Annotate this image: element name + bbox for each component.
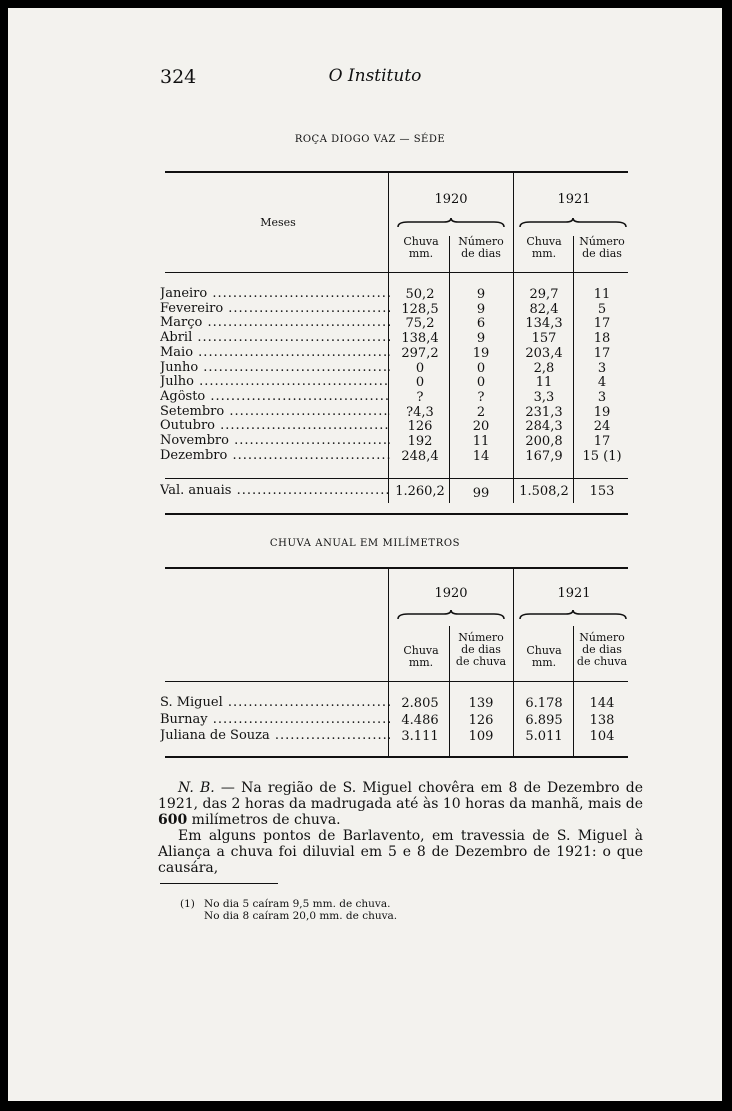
table2-brace-1921	[518, 609, 628, 623]
month-label: Julho .....	[160, 375, 390, 388]
rain-1920: 75,2	[405, 316, 435, 332]
rain-1921: 6.178	[525, 696, 563, 711]
table2-col-divider	[449, 626, 450, 757]
rain-1921: 2,8	[533, 360, 555, 376]
days-1920: 109	[468, 729, 494, 744]
month-label: Agôsto .....	[160, 390, 390, 403]
total-days-1920: 99	[472, 486, 490, 501]
month-label: Junho .....	[160, 361, 390, 374]
total-days-1921: 153	[589, 484, 615, 499]
dias-label: Número	[579, 235, 625, 248]
chuva-label: Chuva	[403, 235, 439, 248]
rain-1921: 203,4	[525, 345, 563, 361]
days-1921: 4	[597, 375, 607, 391]
rain-1920: 4.486	[401, 712, 439, 728]
rain-1921: 200,8	[525, 434, 563, 449]
nb-paragraph	[158, 780, 643, 828]
rain-1920: 3.111	[401, 729, 439, 744]
table1-chuva-header-1920	[394, 236, 448, 260]
rain-1921: 5.011	[525, 729, 563, 744]
rain-1920: 126	[407, 419, 433, 435]
footnote-line-2: No dia 8 caíram 20,0 mm. de chuva.	[204, 910, 398, 922]
dias-label: Número	[458, 235, 504, 248]
rain-1921: 3,3	[533, 389, 555, 405]
rain-1920: 248,4	[401, 448, 439, 464]
table2-header-rule	[165, 681, 628, 682]
days-1920: 14	[472, 448, 490, 464]
location-label: S. Miguel .....	[160, 696, 390, 709]
days-1921: 17	[593, 316, 611, 332]
rain-1920: 192	[407, 434, 433, 449]
days-1921: 19	[593, 404, 611, 420]
rain-1921: 231,3	[525, 404, 563, 420]
table1-bottom-rule	[165, 513, 628, 515]
table1-title: ROÇA DIOGO VAZ — SÉDE	[294, 134, 446, 145]
chuva-unit: mm.	[408, 247, 434, 260]
days-1921: 17	[593, 434, 611, 449]
days-1920: 9	[476, 287, 486, 302]
days-1920: 20	[472, 419, 490, 435]
footnote-marker: (1)	[180, 898, 195, 910]
total-rain-1921: 1.508,2	[519, 484, 569, 499]
month-label: Dezembro .....	[160, 449, 390, 462]
chuva-label: Chuva	[526, 644, 562, 657]
rain-1920: ?4,3	[406, 404, 434, 420]
rain-1921: 134,3	[525, 316, 563, 332]
rain-1920: 138,4	[401, 331, 439, 347]
nb-label: N. B.	[178, 780, 215, 796]
dias-unit: de dias	[461, 643, 501, 656]
location-label: Juliana de Souza .....	[160, 729, 390, 742]
table2-dias-header-1920	[452, 632, 510, 668]
table2-chuva-header-1921	[516, 645, 572, 669]
table1-totals-rule	[165, 478, 628, 479]
days-1921: 3	[597, 389, 607, 405]
dias-label: Número	[458, 631, 504, 644]
dias-unit-2: de chuva	[455, 655, 507, 668]
days-1921: 104	[589, 729, 615, 744]
days-1920: 11	[472, 434, 490, 449]
table2-year-1921: 1921	[557, 586, 591, 601]
rain-1921: 157	[531, 331, 557, 347]
rain-1920: 297,2	[401, 345, 439, 361]
footnote-rule	[160, 883, 278, 884]
days-1920: ?	[477, 389, 485, 405]
table1-meses-header: Meses	[260, 216, 296, 229]
table1-header-rule	[165, 272, 628, 273]
rain-1921: 29,7	[529, 287, 559, 302]
rain-1920: 50,2	[405, 287, 435, 302]
nb-bold-number: 600	[158, 812, 188, 828]
month-label: Abril .....	[160, 331, 390, 344]
dias-unit: de dias	[582, 247, 622, 260]
chuva-label: Chuva	[403, 644, 439, 657]
days-1920: 19	[472, 345, 490, 361]
rain-1921: 11	[535, 375, 553, 391]
days-1920: 0	[476, 375, 486, 391]
days-1921: 144	[589, 696, 615, 711]
body-paragraph: Em alguns pontos de Barlavento, em travessia de S. Miguel à Aliança a chuva foi diluvial em 5 e 8 de Dezembro de 1921: o que causára,	[158, 828, 643, 876]
month-label: Fevereiro .....	[160, 302, 390, 315]
page-number: 324	[160, 66, 197, 88]
chuva-label: Chuva	[526, 235, 562, 248]
table1-brace-1920	[396, 217, 506, 231]
table2-brace-1920	[396, 609, 506, 623]
book-page	[8, 8, 722, 1101]
nb-text-b: milímetros de chuva.	[187, 812, 341, 828]
days-1920: 126	[468, 712, 494, 728]
table1-chuva-header-1921	[516, 236, 572, 260]
table1-brace-1921	[518, 217, 628, 231]
dias-unit: de dias	[461, 247, 501, 260]
days-1921: 24	[593, 419, 611, 435]
month-label: Março .....	[160, 316, 390, 329]
days-1920: 2	[476, 404, 486, 420]
table2-col-divider	[513, 569, 514, 757]
month-label: Outubro .....	[160, 419, 390, 432]
table2-top-rule	[165, 567, 628, 569]
days-1920: 9	[476, 301, 486, 317]
rain-1920: 0	[415, 360, 425, 376]
days-1921: 5	[597, 301, 607, 317]
running-title: O Instituto	[328, 66, 422, 86]
table1-year-1920: 1920	[434, 192, 468, 207]
table1-dias-header-1920	[452, 236, 510, 260]
location-label: Burnay .....	[160, 713, 390, 726]
days-1920: 0	[476, 360, 486, 376]
table1-top-rule	[165, 171, 628, 173]
table2-year-1920: 1920	[434, 586, 468, 601]
total-rain-1920: 1.260,2	[395, 484, 445, 499]
rain-1920: ?	[416, 389, 424, 405]
rain-1921: 6.895	[525, 712, 563, 728]
days-1920: 6	[476, 316, 486, 332]
days-1921: 3	[597, 360, 607, 376]
rain-1921: 82,4	[529, 301, 559, 317]
days-1921: 11	[593, 287, 611, 302]
days-1920: 139	[468, 696, 494, 711]
rain-1921: 284,3	[525, 419, 563, 435]
nb-text-a: — Na região de S. Miguel chovêra em 8 de Dezembro de 1921, das 2 horas da madrugada até às 10 horas da manhã, mais de	[158, 780, 644, 812]
footnote-line-1: No dia 5 caíram 9,5 mm. de chuva.	[204, 898, 391, 910]
dias-label: Número	[579, 631, 625, 644]
table2-title: CHUVA ANUAL EM MILÍMETROS	[269, 538, 461, 549]
month-label: Maio .....	[160, 346, 390, 359]
month-label: Janeiro .....	[160, 287, 390, 300]
totals-label: Val. anuais .....	[160, 484, 390, 497]
table2-chuva-header-1920	[394, 645, 448, 669]
days-1921: 138	[589, 712, 615, 728]
table2-bottom-rule	[165, 756, 628, 758]
days-1921: 18	[593, 331, 611, 347]
rain-1920: 128,5	[401, 301, 439, 317]
chuva-unit: mm.	[408, 656, 434, 669]
chuva-unit: mm.	[531, 656, 557, 669]
month-label: Setembro .....	[160, 405, 390, 418]
days-1921: 15 (1)	[582, 448, 622, 464]
table1-dias-header-1921	[574, 236, 630, 260]
table1-year-1921: 1921	[557, 192, 591, 207]
rain-1920: 2.805	[401, 696, 439, 711]
days-1921: 17	[593, 345, 611, 361]
days-1920: 9	[476, 331, 486, 347]
dias-unit-2: de chuva	[576, 655, 628, 668]
rain-1921: 167,9	[525, 448, 563, 464]
rain-1920: 0	[415, 375, 425, 391]
month-label: Novembro .....	[160, 434, 390, 447]
chuva-unit: mm.	[531, 247, 557, 260]
table2-dias-header-1921	[574, 632, 630, 668]
table1-col-divider	[449, 236, 450, 503]
table1-col-divider	[513, 173, 514, 503]
dias-unit: de dias	[582, 643, 622, 656]
